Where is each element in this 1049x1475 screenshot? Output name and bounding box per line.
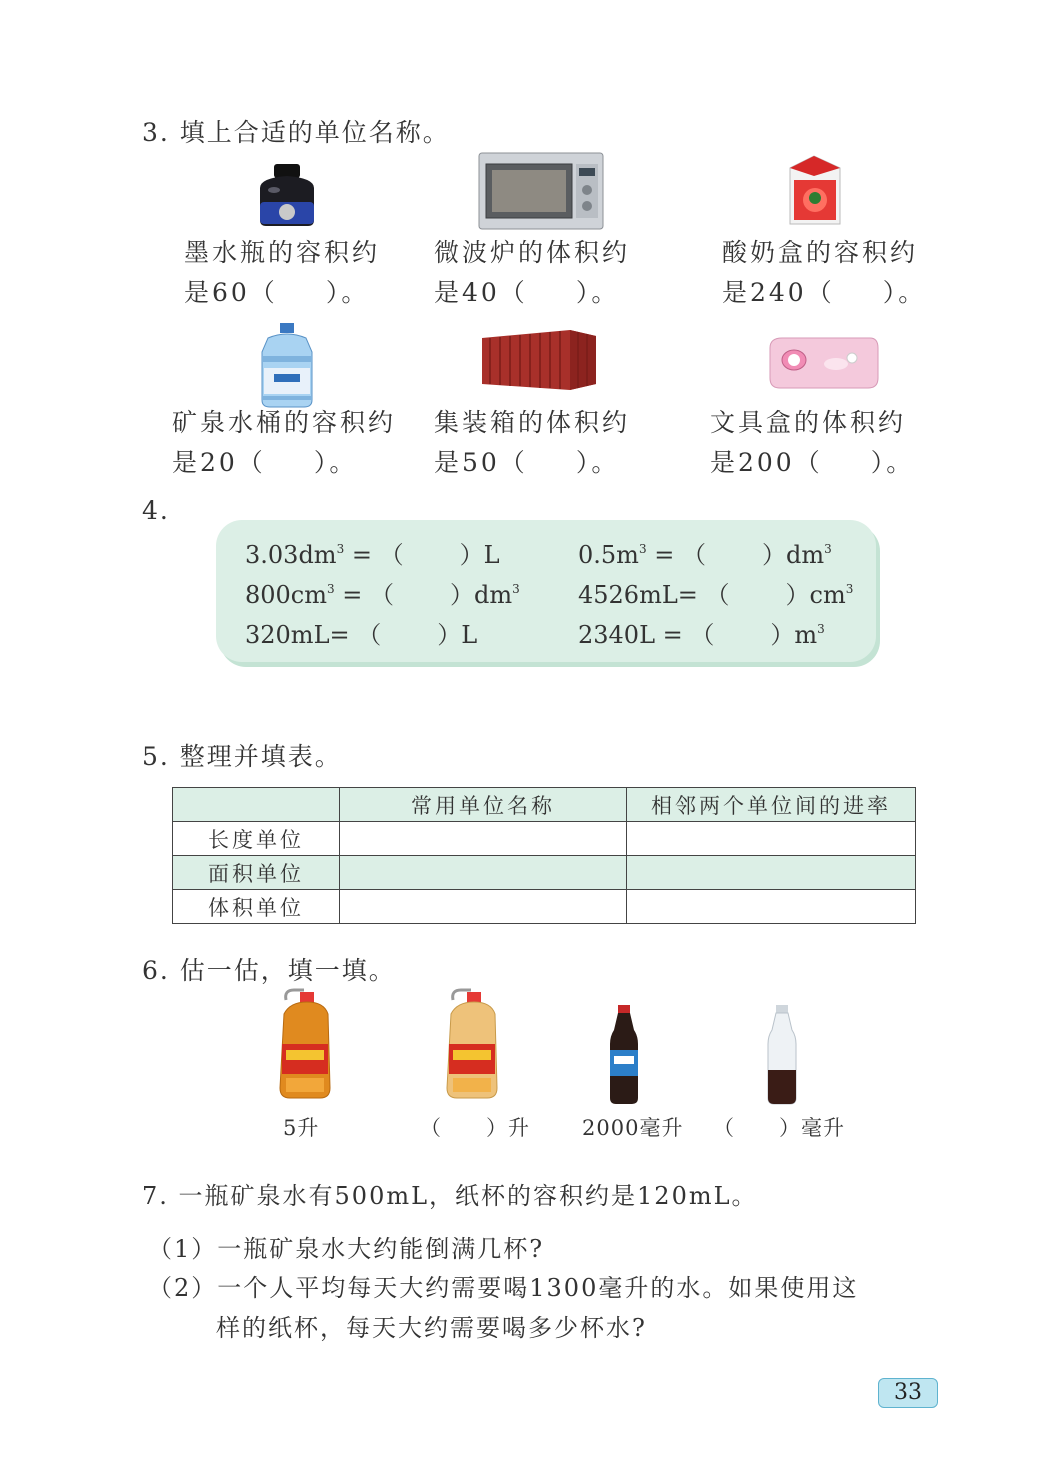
- ink-bottle-icon: [254, 162, 320, 228]
- row-label: 长度单位: [173, 822, 340, 856]
- q3-item-microwave: 微波炉的体积约 是40（ ）。: [434, 238, 631, 307]
- row-label: 体积单位: [173, 890, 340, 924]
- table-header-cell: 常用单位名称: [340, 788, 627, 822]
- q7-sub2-line2: 样的纸杯，每天大约需要喝多少杯水?: [216, 1314, 647, 1342]
- blank-cell[interactable]: [340, 856, 627, 890]
- blank-cell[interactable]: [627, 890, 916, 924]
- bottle-label-3: 2000毫升: [582, 1116, 684, 1140]
- table-row: [173, 890, 916, 924]
- q3-item-waterjug: 矿泉水桶的容积约 是20（ ）。: [172, 408, 397, 477]
- q7-title: 7. 一瓶矿泉水有500mL，纸杯的容积约是120mL。: [142, 1182, 758, 1210]
- water-jug-icon: [258, 322, 316, 408]
- q3-title: 3. 填上合适的单位名称。: [142, 118, 450, 147]
- bottle-label-2: （ ）升: [420, 1116, 530, 1140]
- table-header-cell: 相邻两个单位间的进率: [627, 788, 916, 822]
- microwave-icon: [478, 152, 604, 230]
- shipping-container-icon: [480, 328, 598, 392]
- q4-title: 4.: [142, 496, 170, 525]
- q7-sub2-line1: （2）一个人平均每天大约需要喝1300毫升的水。如果使用这: [148, 1274, 859, 1302]
- conversion-b-1: $0.5m^3$ = （ ）$dm^3$: [578, 541, 832, 569]
- units-table: [172, 787, 916, 924]
- q5-title: 5. 整理并填表。: [142, 742, 342, 771]
- q3-item-container: 集装箱的体积约 是50（ ）。: [434, 408, 631, 477]
- q6-title: 6. 估一估，填一填。: [142, 956, 396, 985]
- conversion-b-3: 2340L = （ ）$m^3$: [578, 621, 825, 649]
- q7-sub1: （1）一瓶矿泉水大约能倒满几杯?: [148, 1235, 545, 1263]
- bottle-label-4: （ ）毫升: [713, 1116, 845, 1140]
- oil-bottle-icon: [443, 988, 501, 1102]
- pencil-case-icon: [764, 334, 882, 392]
- table-header-cell: [173, 788, 340, 822]
- bottle-label-1: 5升: [283, 1116, 320, 1140]
- yogurt-carton-icon: [782, 154, 846, 226]
- partial-cola-bottle-icon: [764, 1004, 800, 1106]
- table-row: [173, 856, 916, 890]
- blank-cell[interactable]: [627, 856, 916, 890]
- q3-item-pencilcase: 文具盒的体积约 是200（ ）。: [710, 408, 915, 477]
- q3-item-yogurt: 酸奶盒的容积约 是240（ ）。: [722, 238, 927, 307]
- blank-cell[interactable]: [340, 890, 627, 924]
- blank-cell[interactable]: [340, 822, 627, 856]
- table-row: [173, 822, 916, 856]
- conversion-b-2: 4526mL= （ ）$cm^3$: [578, 581, 854, 609]
- row-label: 面积单位: [173, 856, 340, 890]
- blank-cell[interactable]: [627, 822, 916, 856]
- conversion-a-3: 320mL= （ ）L: [245, 621, 478, 649]
- table-header-row: [173, 788, 916, 822]
- conversion-a-1: $3.03dm^3$ = （ ）L: [245, 541, 500, 569]
- cola-bottle-icon: [606, 1004, 642, 1106]
- oil-bottle-icon: [276, 988, 334, 1102]
- page-number: 33: [878, 1378, 938, 1408]
- q3-item-ink: 墨水瓶的容积约 是60（ ）。: [184, 238, 381, 307]
- conversion-a-2: $800cm^3$ = （ ）$dm^3$: [245, 581, 520, 609]
